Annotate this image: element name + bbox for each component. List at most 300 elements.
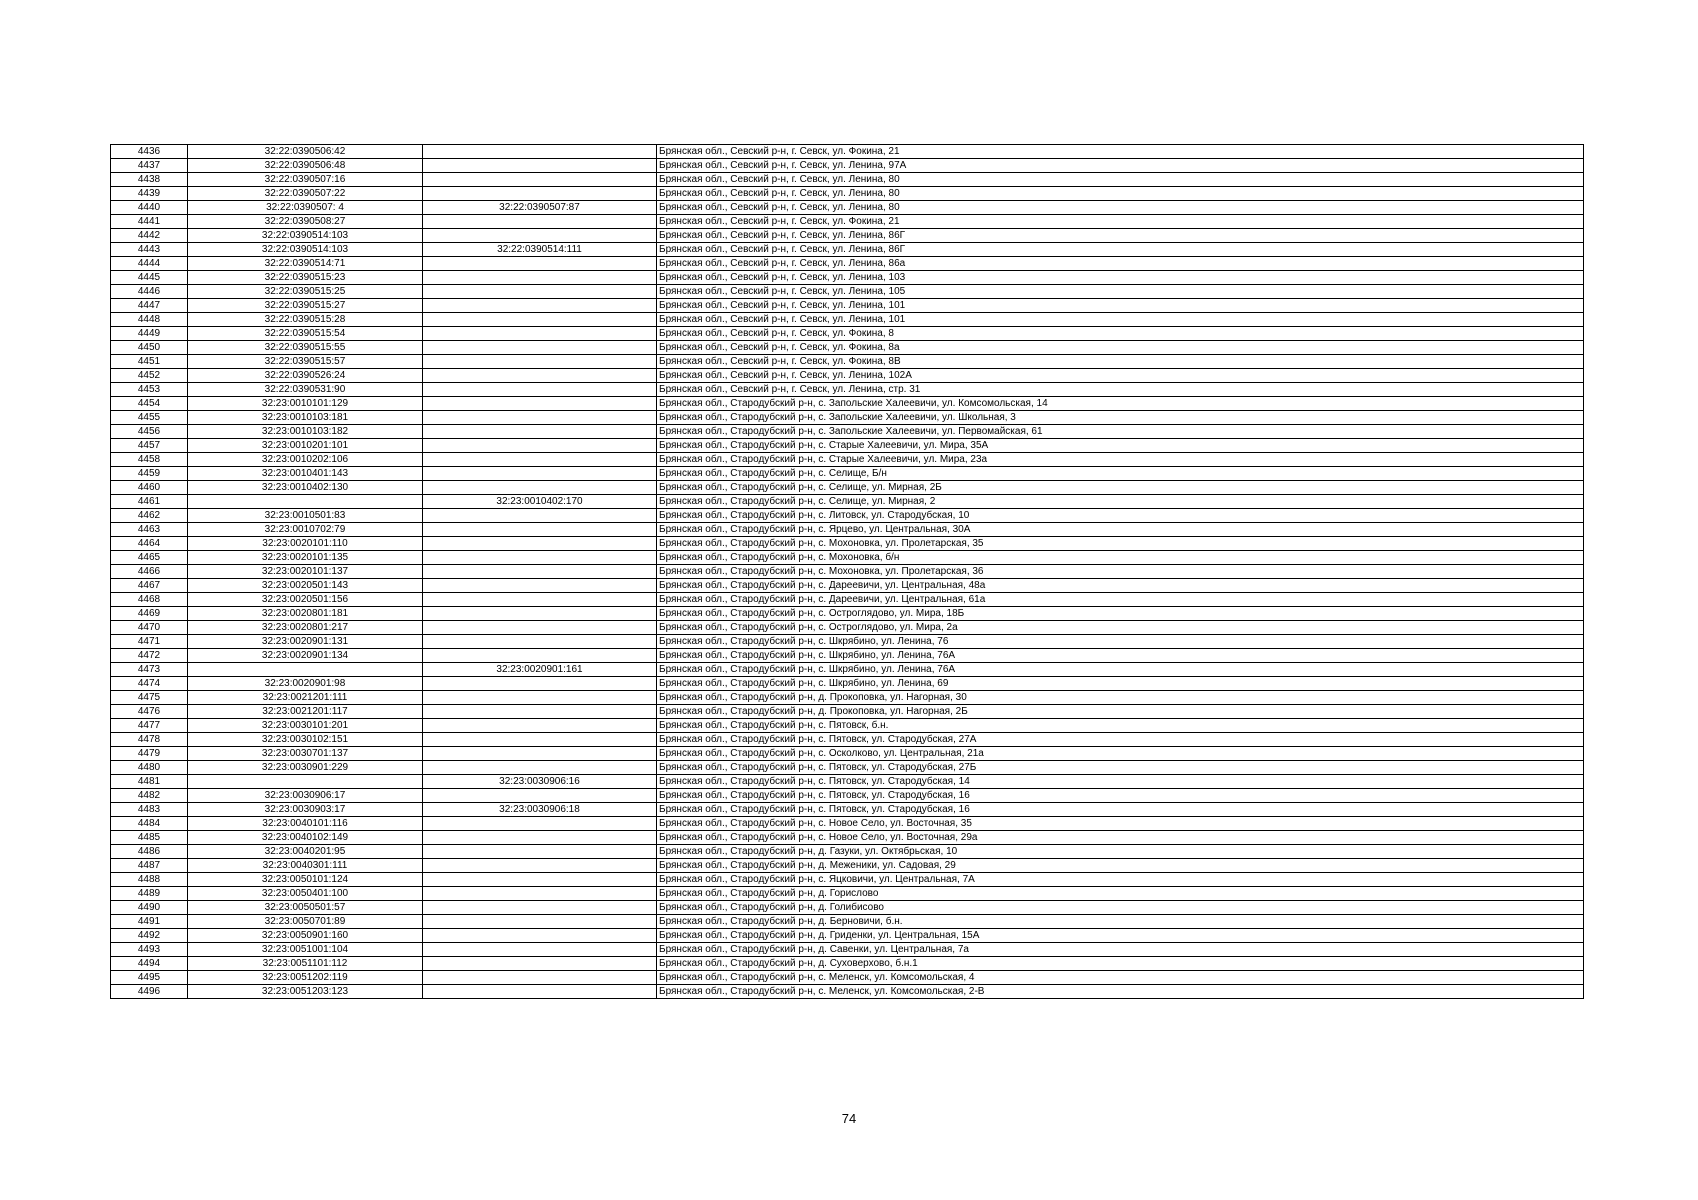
address-cell: Брянская обл., Севский р-н, г. Севск, ул. Фокина, 8а: [657, 341, 1584, 355]
cadastral-number-cell: 32:23:0050401:100: [188, 887, 423, 901]
related-cadastral-number-cell: [423, 397, 657, 411]
table-row: [111, 271, 1584, 285]
cadastral-number-cell: 32:23:0050101:124: [188, 873, 423, 887]
row-number-cell: 4489: [111, 887, 188, 901]
cadastral-number-cell: 32:23:0040301:111: [188, 859, 423, 873]
cadastral-number-cell: 32:23:0020101:110: [188, 537, 423, 551]
registry-table: [110, 144, 1584, 999]
row-number-cell: 4483: [111, 803, 188, 817]
table-row: [111, 285, 1584, 299]
row-number-cell: 4461: [111, 495, 188, 509]
table-row: [111, 747, 1584, 761]
address-cell: Брянская обл., Стародубский р-н, с. Шкрябино, ул. Ленина, 76: [657, 635, 1584, 649]
cadastral-number-cell: 32:23:0020901:98: [188, 677, 423, 691]
cadastral-number-cell: 32:23:0010103:181: [188, 411, 423, 425]
address-cell: Брянская обл., Стародубский р-н, с. Селище, Б/н: [657, 467, 1584, 481]
table-row: [111, 705, 1584, 719]
table-row: [111, 887, 1584, 901]
row-number-cell: 4454: [111, 397, 188, 411]
cadastral-number-cell: 32:23:0020901:131: [188, 635, 423, 649]
row-number-cell: 4455: [111, 411, 188, 425]
related-cadastral-number-cell: [423, 271, 657, 285]
registry-sheet: [110, 144, 1583, 999]
cadastral-number-cell: 32:22:0390515:27: [188, 299, 423, 313]
row-number-cell: 4470: [111, 621, 188, 635]
cadastral-number-cell: 32:23:0020801:217: [188, 621, 423, 635]
cadastral-number-cell: 32:22:0390514:103: [188, 229, 423, 243]
address-cell: Брянская обл., Стародубский р-н, с. Осколково, ул. Центральная, 21а: [657, 747, 1584, 761]
row-number-cell: 4458: [111, 453, 188, 467]
address-cell: Брянская обл., Стародубский р-н, с. Остроглядово, ул. Мира, 2а: [657, 621, 1584, 635]
row-number-cell: 4482: [111, 789, 188, 803]
row-number-cell: 4445: [111, 271, 188, 285]
table-row: [111, 215, 1584, 229]
row-number-cell: 4490: [111, 901, 188, 915]
address-cell: Брянская обл., Севский р-н, г. Севск, ул. Фокина, 8: [657, 327, 1584, 341]
related-cadastral-number-cell: [423, 257, 657, 271]
row-number-cell: 4488: [111, 873, 188, 887]
table-row: [111, 957, 1584, 971]
cadastral-number-cell: 32:23:0051202:119: [188, 971, 423, 985]
table-row: [111, 327, 1584, 341]
row-number-cell: 4466: [111, 565, 188, 579]
cadastral-number-cell: [188, 495, 423, 509]
address-cell: Брянская обл., Стародубский р-н, д. Прокоповка, ул. Нагорная, 2Б: [657, 705, 1584, 719]
registry-table-body: [111, 145, 1584, 999]
address-cell: Брянская обл., Севский р-н, г. Севск, ул. Ленина, 102А: [657, 369, 1584, 383]
row-number-cell: 4448: [111, 313, 188, 327]
related-cadastral-number-cell: [423, 215, 657, 229]
table-row: [111, 425, 1584, 439]
row-number-cell: 4464: [111, 537, 188, 551]
address-cell: Брянская обл., Стародубский р-н, с. Запольские Халеевичи, ул. Комсомольская, 14: [657, 397, 1584, 411]
row-number-cell: 4456: [111, 425, 188, 439]
table-row: [111, 257, 1584, 271]
cadastral-number-cell: 32:23:0030906:17: [188, 789, 423, 803]
row-number-cell: 4436: [111, 145, 188, 159]
table-row: [111, 201, 1584, 215]
address-cell: Брянская обл., Стародубский р-н, д. Горислово: [657, 887, 1584, 901]
table-row: [111, 551, 1584, 565]
related-cadastral-number-cell: [423, 747, 657, 761]
cadastral-number-cell: 32:23:0051101:112: [188, 957, 423, 971]
cadastral-number-cell: 32:22:0390508:27: [188, 215, 423, 229]
row-number-cell: 4442: [111, 229, 188, 243]
cadastral-number-cell: 32:22:0390526:24: [188, 369, 423, 383]
related-cadastral-number-cell: [423, 551, 657, 565]
address-cell: Брянская обл., Стародубский р-н, с. Пятовск, ул. Стародубская, 27Б: [657, 761, 1584, 775]
row-number-cell: 4487: [111, 859, 188, 873]
table-row: [111, 761, 1584, 775]
row-number-cell: 4440: [111, 201, 188, 215]
cadastral-number-cell: 32:22:0390531:90: [188, 383, 423, 397]
table-row: [111, 901, 1584, 915]
address-cell: Брянская обл., Стародубский р-н, с. Мохоновка, б/н: [657, 551, 1584, 565]
cadastral-number-cell: 32:23:0010101:129: [188, 397, 423, 411]
address-cell: Брянская обл., Стародубский р-н, д. Суховерхово, б.н.1: [657, 957, 1584, 971]
row-number-cell: 4477: [111, 719, 188, 733]
table-row: [111, 677, 1584, 691]
table-row: [111, 229, 1584, 243]
related-cadastral-number-cell: [423, 173, 657, 187]
related-cadastral-number-cell: [423, 677, 657, 691]
table-row: [111, 663, 1584, 677]
table-row: [111, 929, 1584, 943]
related-cadastral-number-cell: [423, 789, 657, 803]
cadastral-number-cell: 32:23:0051001:104: [188, 943, 423, 957]
row-number-cell: 4441: [111, 215, 188, 229]
address-cell: Брянская обл., Севский р-н, г. Севск, ул. Ленина, 101: [657, 313, 1584, 327]
related-cadastral-number-cell: [423, 943, 657, 957]
table-row: [111, 495, 1584, 509]
related-cadastral-number-cell: [423, 481, 657, 495]
related-cadastral-number-cell: [423, 621, 657, 635]
table-row: [111, 971, 1584, 985]
table-row: [111, 831, 1584, 845]
row-number-cell: 4486: [111, 845, 188, 859]
cadastral-number-cell: 32:23:0040201:95: [188, 845, 423, 859]
related-cadastral-number-cell: [423, 859, 657, 873]
address-cell: Брянская обл., Стародубский р-н, д. Прокоповка, ул. Нагорная, 30: [657, 691, 1584, 705]
cadastral-number-cell: 32:23:0020801:181: [188, 607, 423, 621]
row-number-cell: 4479: [111, 747, 188, 761]
cadastral-number-cell: 32:23:0020101:137: [188, 565, 423, 579]
cadastral-number-cell: 32:22:0390506:42: [188, 145, 423, 159]
related-cadastral-number-cell: [423, 607, 657, 621]
table-row: [111, 383, 1584, 397]
row-number-cell: 4494: [111, 957, 188, 971]
row-number-cell: 4462: [111, 509, 188, 523]
cadastral-number-cell: 32:22:0390514:71: [188, 257, 423, 271]
address-cell: Брянская обл., Севский р-н, г. Севск, ул. Ленина, 97А: [657, 159, 1584, 173]
cadastral-number-cell: 32:23:0030701:137: [188, 747, 423, 761]
cadastral-number-cell: 32:22:0390515:54: [188, 327, 423, 341]
address-cell: Брянская обл., Стародубский р-н, с. Новое Село, ул. Восточная, 35: [657, 817, 1584, 831]
table-row: [111, 187, 1584, 201]
cadastral-number-cell: 32:23:0040102:149: [188, 831, 423, 845]
address-cell: Брянская обл., Стародубский р-н, д. Газуки, ул. Октябрьская, 10: [657, 845, 1584, 859]
cadastral-number-cell: 32:23:0010501:83: [188, 509, 423, 523]
cadastral-number-cell: 32:23:0051203:123: [188, 985, 423, 999]
table-row: [111, 341, 1584, 355]
cadastral-number-cell: 32:22:0390515:25: [188, 285, 423, 299]
related-cadastral-number-cell: [423, 971, 657, 985]
row-number-cell: 4439: [111, 187, 188, 201]
address-cell: Брянская обл., Севский р-н, г. Севск, ул. Ленина, 86Г: [657, 243, 1584, 257]
related-cadastral-number-cell: [423, 957, 657, 971]
related-cadastral-number-cell: [423, 509, 657, 523]
related-cadastral-number-cell: [423, 985, 657, 999]
table-row: [111, 719, 1584, 733]
row-number-cell: 4463: [111, 523, 188, 537]
address-cell: Брянская обл., Стародубский р-н, с. Запольские Халеевичи, ул. Первомайская, 61: [657, 425, 1584, 439]
address-cell: Брянская обл., Стародубский р-н, с. Дареевичи, ул. Центральная, 61а: [657, 593, 1584, 607]
table-row: [111, 915, 1584, 929]
row-number-cell: 4453: [111, 383, 188, 397]
cadastral-number-cell: 32:23:0030901:229: [188, 761, 423, 775]
table-row: [111, 579, 1584, 593]
row-number-cell: 4475: [111, 691, 188, 705]
row-number-cell: 4467: [111, 579, 188, 593]
address-cell: Брянская обл., Стародубский р-н, с. Ярцево, ул. Центральная, 30А: [657, 523, 1584, 537]
table-row: [111, 817, 1584, 831]
row-number-cell: 4491: [111, 915, 188, 929]
cadastral-number-cell: 32:23:0020501:156: [188, 593, 423, 607]
table-row: [111, 789, 1584, 803]
related-cadastral-number-cell: [423, 649, 657, 663]
row-number-cell: 4478: [111, 733, 188, 747]
table-row: [111, 159, 1584, 173]
address-cell: Брянская обл., Стародубский р-н, с. Пятовск, ул. Стародубская, 16: [657, 789, 1584, 803]
related-cadastral-number-cell: [423, 285, 657, 299]
address-cell: Брянская обл., Севский р-н, г. Севск, ул. Фокина, 8В: [657, 355, 1584, 369]
address-cell: Брянская обл., Стародубский р-н, с. Пятовск, б.н.: [657, 719, 1584, 733]
address-cell: Брянская обл., Севский р-н, г. Севск, ул. Ленина, 101: [657, 299, 1584, 313]
related-cadastral-number-cell: [423, 733, 657, 747]
address-cell: Брянская обл., Стародубский р-н, с. Шкрябино, ул. Ленина, 76А: [657, 649, 1584, 663]
row-number-cell: 4485: [111, 831, 188, 845]
table-row: [111, 845, 1584, 859]
cadastral-number-cell: 32:22:0390507:22: [188, 187, 423, 201]
related-cadastral-number-cell: 32:23:0010402:170: [423, 495, 657, 509]
related-cadastral-number-cell: [423, 901, 657, 915]
related-cadastral-number-cell: [423, 593, 657, 607]
related-cadastral-number-cell: 32:23:0030906:16: [423, 775, 657, 789]
table-row: [111, 453, 1584, 467]
related-cadastral-number-cell: [423, 145, 657, 159]
row-number-cell: 4446: [111, 285, 188, 299]
cadastral-number-cell: 32:23:0040101:116: [188, 817, 423, 831]
table-row: [111, 299, 1584, 313]
table-row: [111, 481, 1584, 495]
table-row: [111, 397, 1584, 411]
cadastral-number-cell: 32:23:0010103:182: [188, 425, 423, 439]
row-number-cell: 4474: [111, 677, 188, 691]
row-number-cell: 4438: [111, 173, 188, 187]
cadastral-number-cell: [188, 775, 423, 789]
cadastral-number-cell: 32:23:0020901:134: [188, 649, 423, 663]
related-cadastral-number-cell: [423, 439, 657, 453]
cadastral-number-cell: 32:23:0050901:160: [188, 929, 423, 943]
row-number-cell: 4492: [111, 929, 188, 943]
address-cell: Брянская обл., Стародубский р-н, с. Новое Село, ул. Восточная, 29а: [657, 831, 1584, 845]
address-cell: Брянская обл., Стародубский р-н, с. Меленск, ул. Комсомольская, 2-В: [657, 985, 1584, 999]
row-number-cell: 4465: [111, 551, 188, 565]
cadastral-number-cell: 32:22:0390507:16: [188, 173, 423, 187]
cadastral-number-cell: 32:23:0010402:130: [188, 481, 423, 495]
related-cadastral-number-cell: [423, 817, 657, 831]
table-row: [111, 523, 1584, 537]
address-cell: Брянская обл., Севский р-н, г. Севск, ул. Фокина, 21: [657, 145, 1584, 159]
row-number-cell: 4444: [111, 257, 188, 271]
table-row: [111, 649, 1584, 663]
address-cell: Брянская обл., Севский р-н, г. Севск, ул. Ленина, 86а: [657, 257, 1584, 271]
cadastral-number-cell: 32:22:0390515:57: [188, 355, 423, 369]
related-cadastral-number-cell: [423, 327, 657, 341]
address-cell: Брянская обл., Стародубский р-н, д. Меженики, ул. Садовая, 29: [657, 859, 1584, 873]
related-cadastral-number-cell: [423, 467, 657, 481]
row-number-cell: 4476: [111, 705, 188, 719]
row-number-cell: 4452: [111, 369, 188, 383]
related-cadastral-number-cell: [423, 229, 657, 243]
table-row: [111, 593, 1584, 607]
address-cell: Брянская обл., Стародубский р-н, с. Пятовск, ул. Стародубская, 14: [657, 775, 1584, 789]
table-row: [111, 537, 1584, 551]
row-number-cell: 4468: [111, 593, 188, 607]
address-cell: Брянская обл., Севский р-н, г. Севск, ул. Ленина, 80: [657, 201, 1584, 215]
cadastral-number-cell: 32:23:0010201:101: [188, 439, 423, 453]
address-cell: Брянская обл., Стародубский р-н, с. Запольские Халеевичи, ул. Школьная, 3: [657, 411, 1584, 425]
cadastral-number-cell: 32:22:0390514:103: [188, 243, 423, 257]
row-number-cell: 4449: [111, 327, 188, 341]
related-cadastral-number-cell: [423, 411, 657, 425]
cadastral-number-cell: 32:23:0021201:111: [188, 691, 423, 705]
related-cadastral-number-cell: [423, 761, 657, 775]
row-number-cell: 4484: [111, 817, 188, 831]
related-cadastral-number-cell: [423, 313, 657, 327]
row-number-cell: 4437: [111, 159, 188, 173]
address-cell: Брянская обл., Стародубский р-н, с. Остроглядово, ул. Мира, 18Б: [657, 607, 1584, 621]
related-cadastral-number-cell: [423, 299, 657, 313]
row-number-cell: 4480: [111, 761, 188, 775]
address-cell: Брянская обл., Стародубский р-н, с. Шкрябино, ул. Ленина, 69: [657, 677, 1584, 691]
related-cadastral-number-cell: [423, 565, 657, 579]
table-row: [111, 943, 1584, 957]
related-cadastral-number-cell: [423, 383, 657, 397]
cadastral-number-cell: 32:23:0030102:151: [188, 733, 423, 747]
cadastral-number-cell: 32:23:0050501:57: [188, 901, 423, 915]
address-cell: Брянская обл., Стародубский р-н, д. Савенки, ул. Центральная, 7а: [657, 943, 1584, 957]
page-number: 74: [841, 1111, 857, 1126]
related-cadastral-number-cell: 32:23:0020901:161: [423, 663, 657, 677]
related-cadastral-number-cell: [423, 705, 657, 719]
row-number-cell: 4460: [111, 481, 188, 495]
related-cadastral-number-cell: [423, 691, 657, 705]
table-row: [111, 411, 1584, 425]
row-number-cell: 4447: [111, 299, 188, 313]
address-cell: Брянская обл., Стародубский р-н, с. Литовск, ул. Стародубская, 10: [657, 509, 1584, 523]
table-row: [111, 369, 1584, 383]
address-cell: Брянская обл., Севский р-н, г. Севск, ул. Ленина, 80: [657, 173, 1584, 187]
cadastral-number-cell: 32:23:0030101:201: [188, 719, 423, 733]
related-cadastral-number-cell: [423, 915, 657, 929]
cadastral-number-cell: 32:23:0050701:89: [188, 915, 423, 929]
related-cadastral-number-cell: [423, 635, 657, 649]
address-cell: Брянская обл., Стародубский р-н, с. Пятовск, ул. Стародубская, 27А: [657, 733, 1584, 747]
related-cadastral-number-cell: [423, 355, 657, 369]
address-cell: Брянская обл., Стародубский р-н, с. Селище, ул. Мирная, 2: [657, 495, 1584, 509]
address-cell: Брянская обл., Севский р-н, г. Севск, ул. Ленина, 103: [657, 271, 1584, 285]
related-cadastral-number-cell: [423, 887, 657, 901]
table-row: [111, 635, 1584, 649]
row-number-cell: 4469: [111, 607, 188, 621]
row-number-cell: 4473: [111, 663, 188, 677]
table-row: [111, 439, 1584, 453]
address-cell: Брянская обл., Стародубский р-н, с. Старые Халеевичи, ул. Мира, 35А: [657, 439, 1584, 453]
cadastral-number-cell: 32:22:0390515:28: [188, 313, 423, 327]
related-cadastral-number-cell: [423, 579, 657, 593]
table-row: [111, 145, 1584, 159]
related-cadastral-number-cell: [423, 523, 657, 537]
address-cell: Брянская обл., Стародубский р-н, с. Мохоновка, ул. Пролетарская, 36: [657, 565, 1584, 579]
row-number-cell: 4472: [111, 649, 188, 663]
related-cadastral-number-cell: [423, 873, 657, 887]
cadastral-number-cell: 32:22:0390507: 4: [188, 201, 423, 215]
related-cadastral-number-cell: [423, 159, 657, 173]
table-row: [111, 859, 1584, 873]
table-row: [111, 243, 1584, 257]
related-cadastral-number-cell: 32:22:0390507:87: [423, 201, 657, 215]
table-row: [111, 621, 1584, 635]
address-cell: Брянская обл., Стародубский р-н, д. Гриденки, ул. Центральная, 15А: [657, 929, 1584, 943]
address-cell: Брянская обл., Севский р-н, г. Севск, ул. Ленина, 86Г: [657, 229, 1584, 243]
related-cadastral-number-cell: [423, 845, 657, 859]
address-cell: Брянская обл., Севский р-н, г. Севск, ул. Ленина, стр. 31: [657, 383, 1584, 397]
row-number-cell: 4450: [111, 341, 188, 355]
table-row: [111, 733, 1584, 747]
related-cadastral-number-cell: [423, 929, 657, 943]
related-cadastral-number-cell: [423, 425, 657, 439]
cadastral-number-cell: 32:23:0021201:117: [188, 705, 423, 719]
address-cell: Брянская обл., Стародубский р-н, с. Мохоновка, ул. Пролетарская, 35: [657, 537, 1584, 551]
table-row: [111, 313, 1584, 327]
row-number-cell: 4495: [111, 971, 188, 985]
table-row: [111, 607, 1584, 621]
row-number-cell: 4457: [111, 439, 188, 453]
related-cadastral-number-cell: [423, 453, 657, 467]
cadastral-number-cell: 32:23:0020501:143: [188, 579, 423, 593]
row-number-cell: 4451: [111, 355, 188, 369]
cadastral-number-cell: [188, 663, 423, 677]
row-number-cell: 4481: [111, 775, 188, 789]
table-row: [111, 985, 1584, 999]
related-cadastral-number-cell: 32:23:0030906:18: [423, 803, 657, 817]
address-cell: Брянская обл., Севский р-н, г. Севск, ул. Ленина, 80: [657, 187, 1584, 201]
related-cadastral-number-cell: 32:22:0390514:111: [423, 243, 657, 257]
table-row: [111, 509, 1584, 523]
table-row: [111, 691, 1584, 705]
related-cadastral-number-cell: [423, 719, 657, 733]
cadastral-number-cell: 32:22:0390506:48: [188, 159, 423, 173]
cadastral-number-cell: 32:23:0020101:135: [188, 551, 423, 565]
related-cadastral-number-cell: [423, 831, 657, 845]
table-row: [111, 873, 1584, 887]
table-row: [111, 565, 1584, 579]
address-cell: Брянская обл., Стародубский р-н, с. Селище, ул. Мирная, 2Б: [657, 481, 1584, 495]
row-number-cell: 4459: [111, 467, 188, 481]
address-cell: Брянская обл., Стародубский р-н, д. Голибисово: [657, 901, 1584, 915]
row-number-cell: 4496: [111, 985, 188, 999]
row-number-cell: 4443: [111, 243, 188, 257]
address-cell: Брянская обл., Стародубский р-н, с. Яцковичи, ул. Центральная, 7А: [657, 873, 1584, 887]
address-cell: Брянская обл., Стародубский р-н, с. Меленск, ул. Комсомольская, 4: [657, 971, 1584, 985]
table-row: [111, 173, 1584, 187]
cadastral-number-cell: 32:22:0390515:55: [188, 341, 423, 355]
related-cadastral-number-cell: [423, 341, 657, 355]
address-cell: Брянская обл., Севский р-н, г. Севск, ул. Ленина, 105: [657, 285, 1584, 299]
address-cell: Брянская обл., Севский р-н, г. Севск, ул. Фокина, 21: [657, 215, 1584, 229]
address-cell: Брянская обл., Стародубский р-н, с. Шкрябино, ул. Ленина, 76А: [657, 663, 1584, 677]
cadastral-number-cell: 32:22:0390515:23: [188, 271, 423, 285]
table-row: [111, 467, 1584, 481]
related-cadastral-number-cell: [423, 369, 657, 383]
address-cell: Брянская обл., Стародубский р-н, с. Старые Халеевичи, ул. Мира, 23а: [657, 453, 1584, 467]
row-number-cell: 4471: [111, 635, 188, 649]
cadastral-number-cell: 32:23:0030903:17: [188, 803, 423, 817]
address-cell: Брянская обл., Стародубский р-н, с. Дареевичи, ул. Центральная, 48а: [657, 579, 1584, 593]
related-cadastral-number-cell: [423, 187, 657, 201]
address-cell: Брянская обл., Стародубский р-н, д. Берновичи, б.н.: [657, 915, 1584, 929]
